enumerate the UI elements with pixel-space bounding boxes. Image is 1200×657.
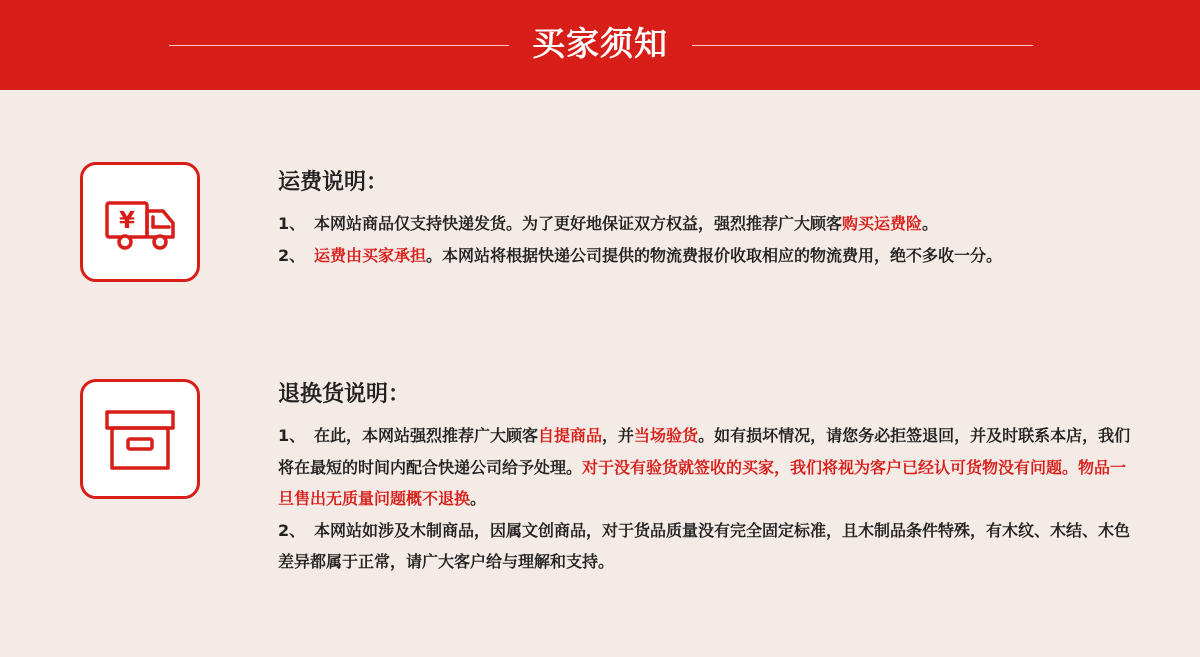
item-text: 。: [922, 214, 939, 233]
svg-text:¥: ¥: [118, 208, 136, 234]
shipping-item-2: [278, 240, 1138, 272]
returns-item-2: [278, 515, 1138, 578]
shipping-title: 运费说明：: [278, 170, 389, 195]
item-text: 在此，本网站强烈推荐广大顾客: [314, 426, 539, 445]
box-icon: [83, 382, 197, 496]
item-text: 。本网站将根据快递公司提供的物流费报价收取相应的物流费用，绝不多收一分。: [426, 245, 1003, 265]
item-text: ，并: [602, 426, 635, 445]
item-text: 。如有损坏情况，请您务必拒签退回，并及时联系本店，我们将在最短的时间内配合快递公司给予处理。: [278, 426, 1131, 477]
highlight-text: 对于没有验货就签收的买家，我们将视为客户已经认可货物没有问题。物品一旦售出无质量问题概不退换: [278, 457, 1127, 508]
item-text: 本网站商品仅支持快递发货。为了更好地保证双方权益，强烈推荐广大顾客: [314, 214, 843, 233]
page-title: 买家须知: [532, 24, 668, 63]
shipping-icon-box: [80, 162, 200, 282]
item-number: 2、: [278, 520, 306, 540]
returns-icon-box: [80, 379, 200, 499]
highlight-text: 当场验货: [634, 426, 699, 445]
item-number: 2、: [278, 245, 306, 265]
item-number: 1、: [278, 214, 306, 233]
header-banner: [0, 0, 1200, 90]
shipping-item-1: [278, 208, 1138, 240]
delivery-truck-yen-icon: [83, 165, 197, 279]
returns-item-1: [278, 420, 1138, 515]
highlight-text: 自提商品: [538, 426, 603, 445]
item-text: 本网站如涉及木制商品，因属文创商品，对于货品质量没有完全固定标准，且木制品条件特殊，有木纹、木结、木色差异都属于正常，请广大客户给与理解和支持。: [278, 520, 1131, 571]
item-text: 。: [470, 489, 487, 508]
header-divider-right: [692, 45, 1033, 46]
returns-section: [278, 380, 1138, 578]
highlight-text: 购买运费险: [842, 214, 923, 233]
highlight-text: 运费由买家承担: [314, 245, 427, 265]
item-number: 1、: [278, 426, 306, 445]
shipping-section: [278, 168, 1138, 271]
returns-title: 退换货说明：: [278, 382, 411, 407]
